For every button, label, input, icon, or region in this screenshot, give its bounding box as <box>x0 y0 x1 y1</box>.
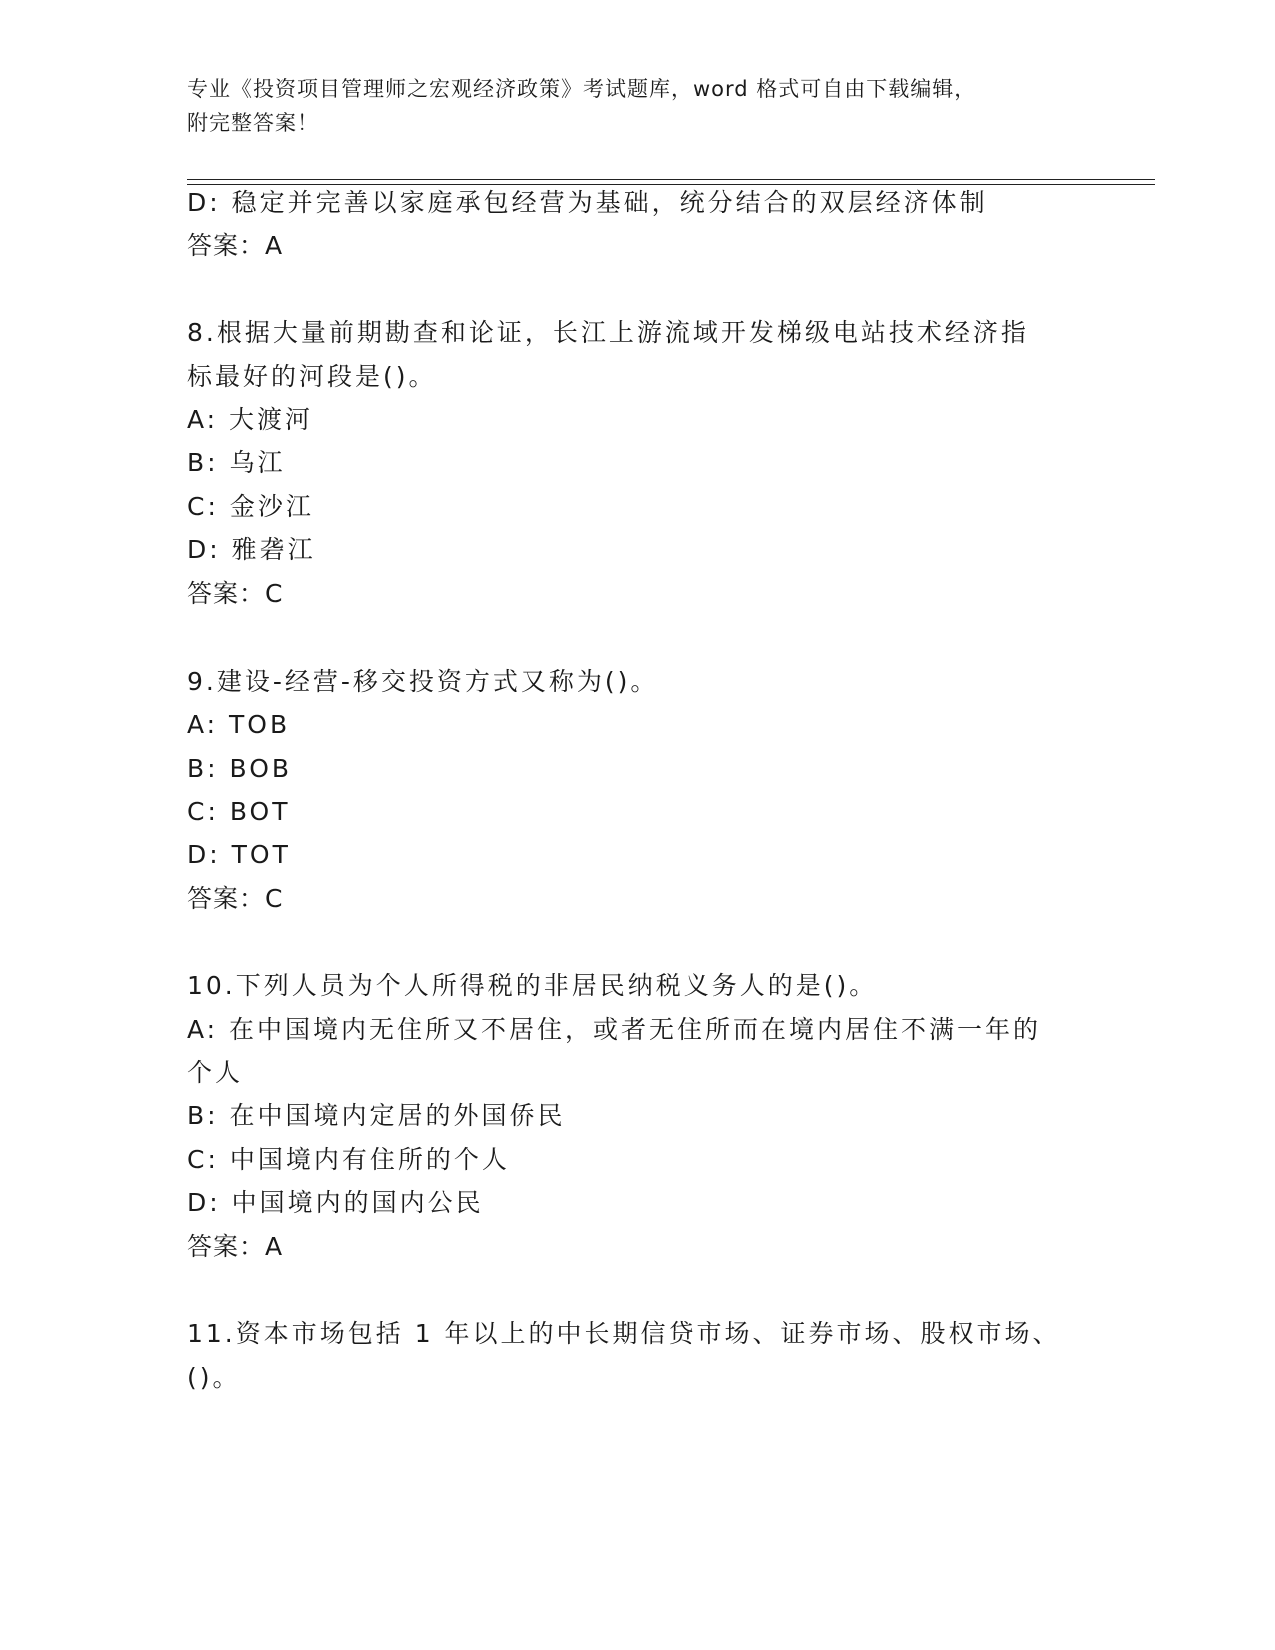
document-header <box>187 72 1087 140</box>
q10-option-b: B: 在中国境内定居的外国侨民 <box>187 1101 566 1130</box>
header-divider-top <box>187 179 1155 180</box>
q8-stem-line-2: 标最好的河段是()。 <box>187 362 437 391</box>
q9-option-a: A: TOB <box>187 710 291 739</box>
q9-answer: 答案：C <box>187 884 284 913</box>
header-line-1: 专业《投资项目管理师之宏观经济政策》考试题库，word 格式可自由下载编辑， <box>187 77 977 101</box>
q9-option-b: B: BOB <box>187 754 293 783</box>
q9-stem: 9.建设-经营-移交投资方式又称为()。 <box>187 667 659 696</box>
q8-option-d: D: 雅砻江 <box>187 535 316 564</box>
q10-option-a-line-1: A: 在中国境内无住所又不居住，或者无住所而在境内居住不满一年的 <box>187 1015 1042 1044</box>
q11-stem-line-1: 11.资本市场包括 1 年以上的中长期信贷市场、证券市场、股权市场、 <box>187 1319 1061 1348</box>
q8-stem-line-1: 8.根据大量前期勘查和论证，长江上游流域开发梯级电站技术经济指 <box>187 318 1029 347</box>
q8-option-b: B: 乌江 <box>187 448 286 477</box>
q10-option-d: D: 中国境内的国内公民 <box>187 1188 484 1217</box>
q7-answer: 答案：A <box>187 231 284 260</box>
q10-option-c: C: 中国境内有住所的个人 <box>187 1145 510 1174</box>
q8-option-c: C: 金沙江 <box>187 492 314 521</box>
q11-stem-line-2: ()。 <box>187 1363 241 1392</box>
q9-option-c: C: BOT <box>187 797 291 826</box>
q8-option-a: A: 大渡河 <box>187 405 314 434</box>
q9-option-d: D: TOT <box>187 840 291 869</box>
q10-stem: 10.下列人员为个人所得税的非居民纳税义务人的是()。 <box>187 971 878 1000</box>
q8-answer: 答案：C <box>187 579 284 608</box>
q7-option-d: D: 稳定并完善以家庭承包经营为基础，统分结合的双层经济体制 <box>187 188 988 217</box>
q10-answer: 答案：A <box>187 1232 284 1261</box>
header-line-2: 附完整答案！ <box>187 111 319 135</box>
q10-option-a-line-2: 个人 <box>187 1058 244 1087</box>
